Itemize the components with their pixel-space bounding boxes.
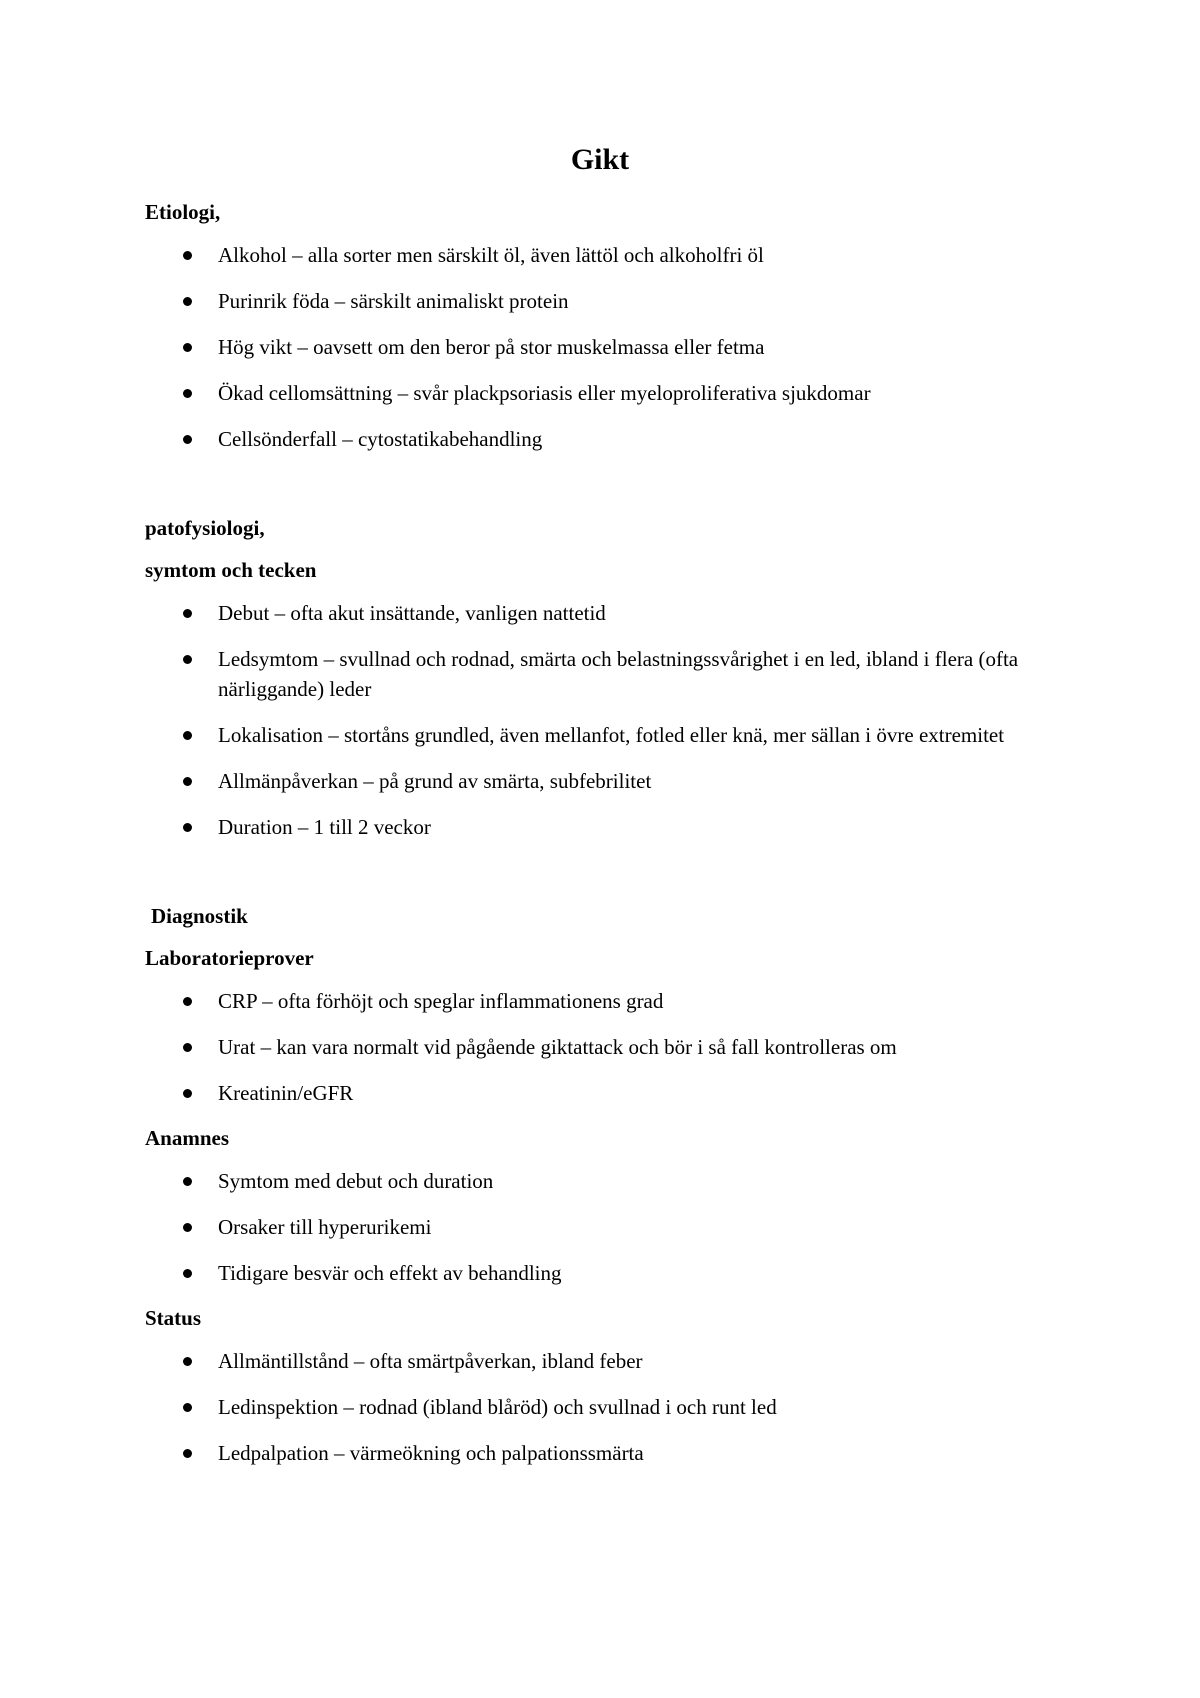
bullet-icon	[183, 435, 192, 444]
list-item	[145, 1258, 1065, 1288]
spacer	[145, 858, 1065, 902]
bullet-icon	[183, 1177, 192, 1186]
list-anamnes	[145, 1166, 1065, 1288]
bullet-icon	[183, 1089, 192, 1098]
list-item	[145, 1346, 1065, 1376]
list-item	[145, 286, 1065, 316]
list-item-text: Allmänpåverkan – på grund av smärta, subfebrilitet	[218, 769, 652, 793]
heading-anamnes: Anamnes	[145, 1126, 230, 1150]
list-item	[145, 1392, 1065, 1422]
list-item-text: Orsaker till hyperurikemi	[218, 1215, 432, 1239]
list-item-text: Ökad cellomsättning – svår plackpsoriasis eller myeloproliferativa sjukdomar	[218, 381, 871, 405]
list-item-text: CRP – ofta förhöjt och speglar inflammationens grad	[218, 989, 664, 1013]
list-item-text: Lokalisation – stortåns grundled, även mellanfot, fotled eller knä, mer sällan i övre extremitet	[218, 723, 1005, 747]
list-etiologi	[145, 240, 1065, 454]
list-item	[145, 424, 1065, 454]
list-item-text: Urat – kan vara normalt vid pågående giktattack och bör i så fall kontrolleras om	[218, 1035, 897, 1059]
list-item-text: Ledinspektion – rodnad (ibland blåröd) och svullnad i och runt led	[218, 1395, 777, 1419]
list-item	[145, 1032, 1065, 1062]
list-item-text: Kreatinin/eGFR	[218, 1081, 354, 1105]
bullet-icon	[183, 297, 192, 306]
heading-etiologi: Etiologi,	[145, 200, 221, 224]
list-item	[145, 986, 1065, 1016]
bullet-icon	[183, 343, 192, 352]
spacer	[145, 470, 1065, 514]
list-item	[145, 1078, 1065, 1108]
list-item-text: Duration – 1 till 2 veckor	[218, 815, 431, 839]
bullet-icon	[183, 1449, 192, 1458]
document-title: Gikt	[570, 143, 630, 176]
bullet-icon	[183, 1223, 192, 1232]
list-item	[145, 812, 1065, 842]
bullet-icon	[183, 1357, 192, 1366]
heading-laboratorieprover: Laboratorieprover	[145, 946, 314, 970]
list-item-text: Allmäntillstånd – ofta smärtpåverkan, ibland feber	[218, 1349, 643, 1373]
list-item-text: Purinrik föda – särskilt animaliskt protein	[218, 289, 569, 313]
bullet-icon	[183, 1269, 192, 1278]
list-symtom	[145, 598, 1065, 842]
bullet-icon	[183, 1043, 192, 1052]
list-item-text: Symtom med debut och duration	[218, 1169, 494, 1193]
list-status	[145, 1346, 1065, 1468]
list-item-text: Hög vikt – oavsett om den beror på stor muskelmassa eller fetma	[218, 335, 765, 359]
bullet-icon	[183, 1403, 192, 1412]
list-item	[145, 1212, 1065, 1242]
bullet-icon	[183, 731, 192, 740]
bullet-icon	[183, 655, 192, 664]
list-item	[145, 240, 1065, 270]
bullet-icon	[183, 251, 192, 260]
list-item	[145, 644, 1065, 704]
document-body	[145, 198, 1065, 1484]
heading-symtom: symtom och tecken	[145, 558, 317, 582]
bullet-icon	[183, 997, 192, 1006]
list-item	[145, 766, 1065, 796]
heading-status: Status	[145, 1306, 202, 1330]
list-item-text: Alkohol – alla sorter men särskilt öl, även lättöl och alkoholfri öl	[218, 243, 764, 267]
list-item	[145, 378, 1065, 408]
bullet-icon	[183, 823, 192, 832]
bullet-icon	[183, 609, 192, 618]
bullet-icon	[183, 777, 192, 786]
list-item	[145, 598, 1065, 628]
list-item	[145, 1438, 1065, 1468]
list-item-text: Cellsönderfall – cytostatikabehandling	[218, 427, 543, 451]
list-item	[145, 1166, 1065, 1196]
list-laboratorieprover	[145, 986, 1065, 1108]
heading-diagnostik: Diagnostik	[151, 904, 248, 928]
list-item-text: Ledpalpation – värmeökning och palpationssmärta	[218, 1441, 644, 1465]
list-item-text: Tidigare besvär och effekt av behandling	[218, 1261, 562, 1285]
list-item	[145, 720, 1065, 750]
bullet-icon	[183, 389, 192, 398]
list-item-text: Debut – ofta akut insättande, vanligen nattetid	[218, 601, 606, 625]
list-item-text: Ledsymtom – svullnad och rodnad, smärta och belastningssvårighet i en led, ibland i flera (ofta närliggande) leder	[218, 647, 1019, 701]
heading-patofysiologi: patofysiologi,	[145, 516, 265, 540]
list-item	[145, 332, 1065, 362]
